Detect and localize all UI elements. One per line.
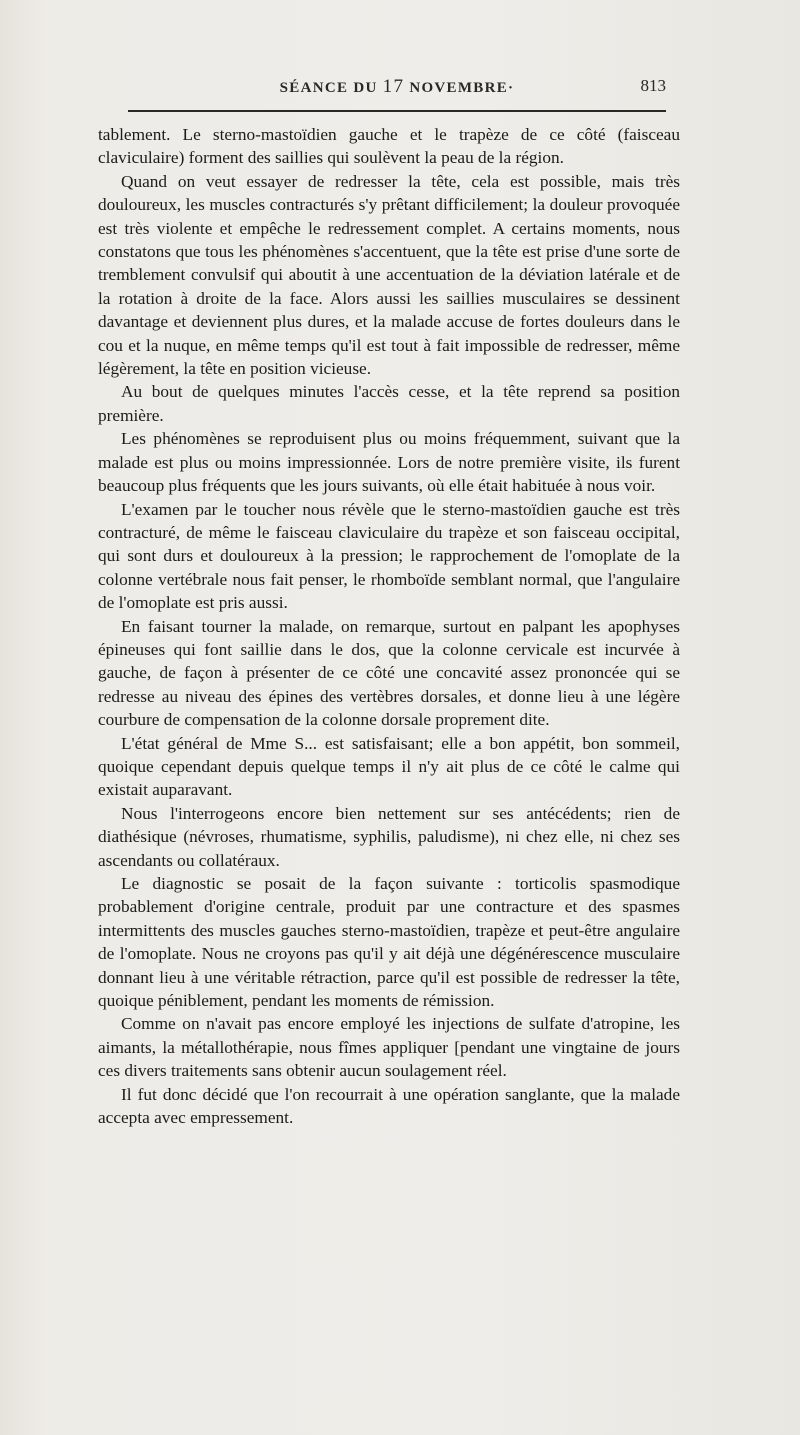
- paragraph-10: Comme on n'avait pas encore employé les injections de sulfate d'atropine, les aimants, la métallothérapie, nous fîmes appliquer [pendant une vingtaine de jours ces divers traitements sans obtenir aucun soulagement réel.: [98, 1014, 680, 1081]
- paragraph-5: L'examen par le toucher nous révèle que le sterno-mastoïdien gauche est très contracturé, de même le faisceau claviculaire du trapèze et son faisceau occipital, qui sont durs et douloureux à la pression; le rapprochement de l'omoplate de la colonne vertébrale nous fait penser, le rhomboïde semblant normal, que l'angulaire de l'omoplate est pris aussi.: [98, 499, 680, 613]
- paragraph-2: Quand on veut essayer de redresser la tête, cela est possible, mais très douloureux, les muscles contracturés s'y prêtant difficilement; la douleur provoquée est très violente et empêche le redressement complet. A certains moments, nous constatons que tous les phénomènes s'accentuent, que la tête est prise d'une sorte de tremblement convulsif qui aboutit à une accentuation de la déviation latérale et de la rotation à droite de la face. Alors aussi les saillies musculaires se dessinent davantage et deviennent plus dures, et la malade accuse de fortes douleurs dans le cou et la nuque, en même temps qu'il est tout à fait impossible de redresser, même légèrement, la tête en position vicieuse.: [98, 171, 680, 379]
- paragraph-4: Les phénomènes se reproduisent plus ou moins fréquemment, suivant que la malade est plus ou moins impressionnée. Lors de notre première visite, ils furent beaucoup plus fréquents que les jours suivants, où elle était habituée à nous voir.: [98, 429, 680, 496]
- running-header: [128, 76, 666, 100]
- header-rule: [128, 110, 666, 112]
- running-head-text: SÉANCE DU: [279, 80, 383, 96]
- running-head-title: [128, 76, 666, 98]
- paragraph-11: Il fut donc décidé que l'on recourrait à une opération sanglante, que la malade accepta avec empressement.: [98, 1084, 680, 1128]
- paragraph-8: Nous l'interrogeons encore bien nettement sur ses antécédents; rien de diathésique (névroses, rhumatisme, syphilis, paludisme), ni chez elle, ni chez ses ascendants ou collatéraux.: [98, 803, 680, 870]
- body-text: [98, 123, 680, 1129]
- paragraph-7: L'état général de Mme S... est satisfaisant; elle a bon appétit, bon sommeil, quoique cependant depuis quelque temps il n'y ait plus de ce côté le calme qui existait auparavant.: [98, 733, 680, 800]
- paragraph-3: Au bout de quelques minutes l'accès cesse, et la tête reprend sa position première.: [98, 382, 680, 425]
- page-number: 813: [640, 76, 666, 95]
- paragraph-6: En faisant tourner la malade, on remarque, surtout en palpant les apophyses épineuses qui font saillie dans le dos, que la colonne cervicale est incurvée à gauche, de façon à présenter de ce côté une concavité assez prononcée qui se redresse au niveau des épines des vertèbres dorsales, et donne lieu à une légère courbure de compensation de la colonne dorsale proprement dite.: [98, 616, 680, 730]
- paragraph-1: tablement. Le sterno-mastoïdien gauche et le trapèze de ce côté (faisceau claviculaire) forment des saillies qui soulèvent la peau de la région.: [98, 125, 680, 168]
- running-head-month: NOVEMBRE·: [404, 80, 515, 96]
- running-head-date-number: 17: [382, 76, 405, 97]
- paragraph-9: Le diagnostic se posait de la façon suivante : torticolis spasmodique probablement d'origine centrale, produit par une contracture et des spasmes intermittents des muscles gauches sterno-mastoïdien, trapèze et peut-être angulaire de l'omoplate. Nous ne croyons pas qu'il y ait déjà une dégénérescence musculaire donnant lieu à une véritable rétraction, parce qu'il est possible de redresser la tête, quoique péniblement, pendant les moments de rémission.: [98, 874, 680, 1011]
